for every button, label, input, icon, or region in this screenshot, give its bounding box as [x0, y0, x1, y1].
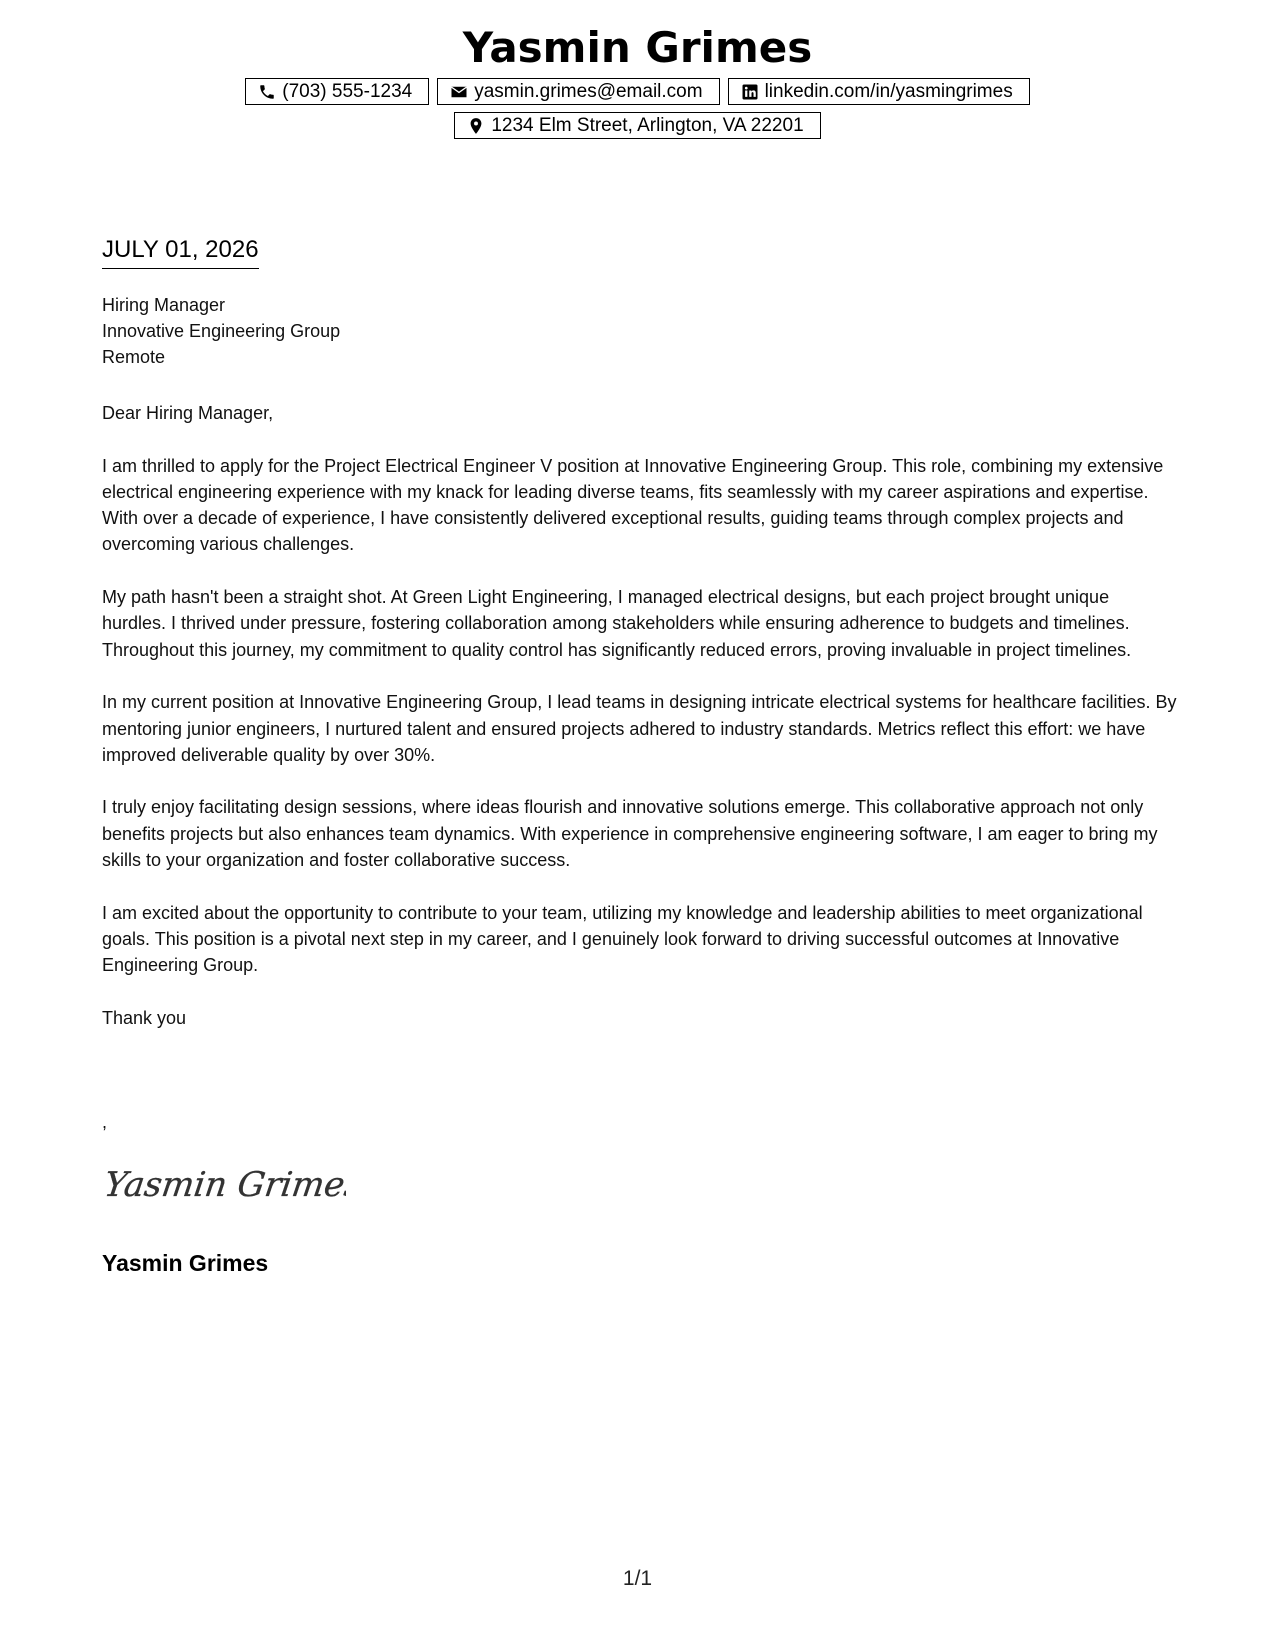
body-paragraph: I am thrilled to apply for the Project Electrical Engineer V position at Innovative Engineering Group. This role, combining my extensive electrical engineering experience with my knack for leading diverse teams, fits seamlessly with my career aspirations and expertise. With over a decade of experience, I have consistently delivered exceptional results, guiding teams through complex projects and overcoming various challenges.	[102, 455, 1164, 555]
signer-name: Yasmin Grimes	[102, 1250, 269, 1276]
email-contact[interactable]	[437, 78, 719, 105]
phone-contact[interactable]	[245, 78, 429, 105]
map-pin-icon	[467, 117, 485, 135]
letter-header	[0, 20, 1275, 139]
letter-body	[102, 400, 1177, 1057]
email-text: yasmin.grimes@email.com	[474, 80, 703, 102]
linkedin-text: linkedin.com/in/yasmingrimes	[764, 80, 1013, 102]
body-paragraph: I truly enjoy facilitating design sessions, where ideas flourish and innovative solutions emerge. This collaborative approach not only benefits projects but also enhances team dynamics. With experience in comprehensive engineering software, I am eager to bring my skills to your organization and foster collaborative success.	[102, 797, 1158, 871]
contact-row	[0, 78, 1275, 105]
body-paragraph: I am excited about the opportunity to contribute to your team, utilizing my knowledge and leadership abilities to meet organizational goals. This position is a pivotal next step in my career, and I genuinely look forward to driving successful outcomes at Innovative Engineering Group.	[102, 902, 1143, 976]
recipient-title: Hiring Manager	[102, 295, 226, 315]
address-text: 1234 Elm Street, Arlington, VA 22201	[491, 114, 804, 136]
recipient-company: Innovative Engineering Group	[102, 321, 341, 341]
letter-date: JULY 01, 2026	[102, 234, 259, 269]
address-contact	[454, 112, 820, 139]
body-paragraph: My path hasn't been a straight shot. At Green Light Engineering, I managed electrical designs, but each project brought unique hurdles. I thrived under pressure, fostering collaboration among stakeholders while ensuring adherence to budgets and timelines. Throughout this journey, my commitment to quality control has significantly reduced errors, proving invaluable in project timelines.	[102, 587, 1132, 660]
phone-icon	[258, 83, 276, 101]
applicant-name: Yasmin Grimes	[462, 23, 813, 72]
recipient-block	[102, 292, 340, 370]
contact-row	[0, 112, 1275, 139]
closing-comma: ,	[102, 1112, 108, 1132]
body-paragraph: In my current position at Innovative Engineering Group, I lead teams in designing intricate electrical systems for healthcare facilities. By mentoring junior engineers, I nurtured talent and ensured projects adhered to industry standards. Metrics reflect this effort: we have improved deliverable quality by over 30%.	[102, 692, 1177, 765]
linkedin-icon	[741, 83, 759, 101]
page-number: 1/1	[622, 1567, 653, 1590]
envelope-icon	[450, 83, 468, 101]
salutation: Dear Hiring Manager,	[102, 403, 274, 423]
signature-graphic: Yasmin Grimes	[106, 1165, 346, 1205]
handwritten-signature	[106, 1160, 346, 1215]
recipient-location: Remote	[102, 347, 166, 367]
phone-text: (703) 555-1234	[282, 80, 413, 102]
closing: Thank you	[102, 1007, 187, 1028]
linkedin-contact[interactable]	[728, 78, 1030, 105]
